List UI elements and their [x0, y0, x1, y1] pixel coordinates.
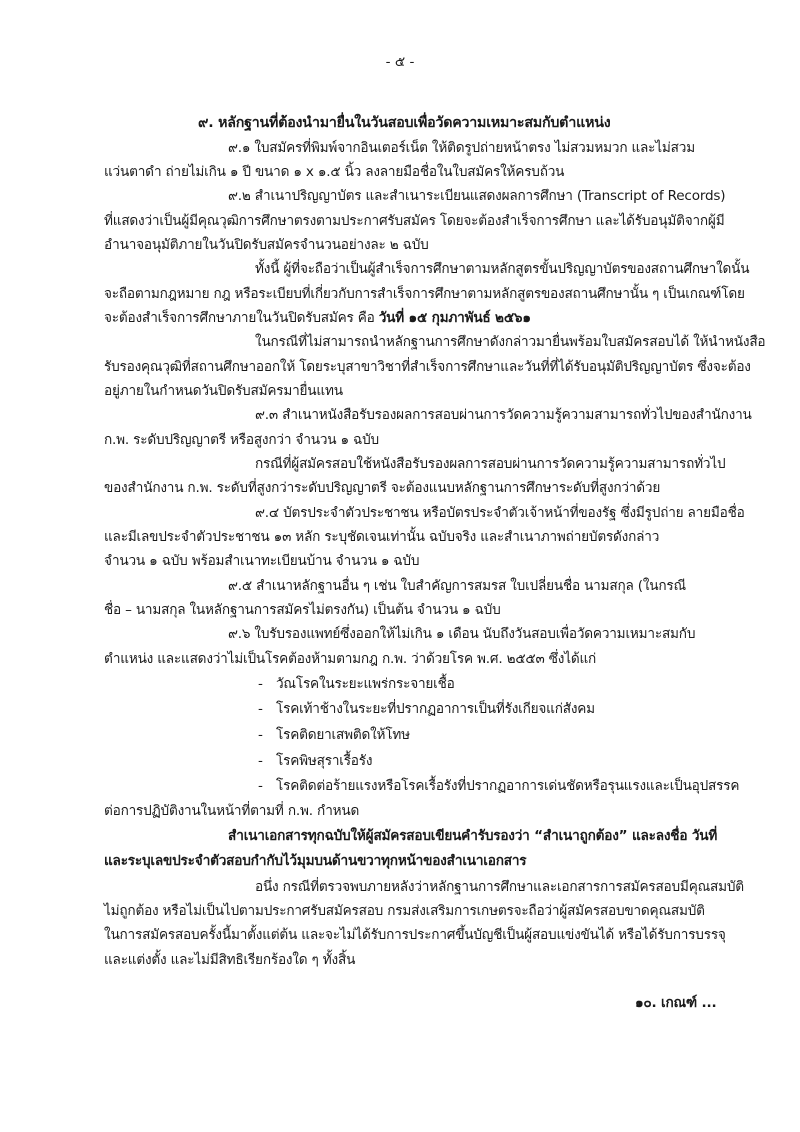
- item-9-1-line-1: ๙.๑ ใบสมัครที่พิมพ์จากอินเตอร์เน็ต ให้ติดรูปถ่ายหน้าตรง ไม่สวมหมวก และไม่สวม: [228, 140, 695, 156]
- closing-line-4: และแต่งตั้ง และไม่มีสิทธิเรียกร้องใด ๆ ทั้งสิ้น: [104, 952, 356, 968]
- item-9-4-line-3: จำนวน ๑ ฉบับ พร้อมสำเนาทะเบียนบ้าน จำนวน ๑ ฉบับ: [104, 553, 420, 569]
- disease-list-continuation: ต่อการปฏิบัติงานในหน้าที่ตามที่ ก.พ. กำหนด: [104, 803, 360, 819]
- section-heading: ๙. หลักฐานที่ต้องนำมายื่นในวันสอบเพื่อวัดความเหมาะสมกับตำแหน่ง: [198, 115, 611, 131]
- bullet-dash: -: [258, 701, 263, 717]
- certify-note-line-2: และระบุเลขประจำตัวสอบกำกับไว้มุมบนด้านขวาทุกหน้าของสำเนาเอกสาร: [104, 853, 527, 869]
- closing-date-prefix: จะต้องสำเร็จการศึกษาภายในวันปิดรับสมัคร คือ: [104, 310, 379, 326]
- item-9-6-line-1: ๙.๖ ใบรับรองแพทย์ซึ่งออกให้ไม่เกิน ๑ เดือน นับถึงวันสอบเพื่อวัดความเหมาะสมกับ: [228, 626, 696, 642]
- bullet-dash: -: [258, 778, 263, 794]
- disease-list-item: - โรคเท้าช้างในระยะที่ปรากฏอาการเป็นที่รังเกียจแก่สังคม: [258, 701, 595, 717]
- disease-list-item: - โรคพิษสุราเรื้อรัง: [258, 753, 373, 769]
- bullet-dash: -: [258, 753, 263, 769]
- item-9-2-para2-line-3: [104, 308, 531, 328]
- item-9-2-line-2: ที่แสดงว่าเป็นผู้มีคุณวุฒิการศึกษาตรงตามประกาศรับสมัคร โดยจะต้องสำเร็จการศึกษา และได้รับอนุมัติจากผู้มี: [104, 213, 725, 229]
- item-9-2-para3-line-2: รับรองคุณวุฒิที่สถานศึกษาออกให้ โดยระบุสาขาวิชาที่สำเร็จการศึกษาและวันที่ที่ได้รับอนุมัติปริญญาบัตร ซึ่งจะต้อง: [104, 359, 751, 375]
- closing-line-2: ไม่ถูกต้อง หรือไม่เป็นไปตามประกาศรับสมัครสอบ กรมส่งเสริมการเกษตรจะถือว่าผู้สมัครสอบขาดคุณสมบัติ: [104, 903, 705, 919]
- item-9-5-line-1: ๙.๕ สำเนาหลักฐานอื่น ๆ เช่น ใบสำคัญการสมรส ใบเปลี่ยนชื่อ นามสกุล (ในกรณี: [228, 578, 686, 594]
- item-9-3-para2-line-1: กรณีที่ผู้สมัครสอบใช้หนังสือรับรองผลการสอบผ่านการวัดความรู้ความสามารถทั่วไป: [255, 456, 726, 472]
- item-9-2-para2-line-2: จะถือตามกฎหมาย กฎ หรือระเบียบที่เกี่ยวกับการสำเร็จการศึกษาตามหลักสูตรของสถานศึกษานั้น ๆ เป็นเกณฑ์โดย: [104, 286, 745, 302]
- item-9-2-para2-line-1: ทั้งนี้ ผู้ที่จะถือว่าเป็นผู้สำเร็จการศึกษาตามหลักสูตรขั้นปริญญาบัตรของสถานศึกษาใดนั้น: [255, 261, 750, 277]
- item-9-3-line-1: ๙.๓ สำเนาหนังสือรับรองผลการสอบผ่านการวัดความรู้ความสามารถทั่วไปของสำนักงาน: [255, 407, 752, 423]
- item-9-1-line-2: แว่นตาดำ ถ่ายไม่เกิน ๑ ปี ขนาด ๑ x ๑.๕ นิ้ว ลงลายมือชื่อในใบสมัครให้ครบถ้วน: [104, 164, 565, 180]
- item-9-2-line-1: ๙.๒ สำเนาปริญญาบัตร และสำเนาระเบียนแสดงผลการศึกษา (Transcript of Records): [228, 188, 726, 204]
- certify-note-line-1: สำเนาเอกสารทุกฉบับให้ผู้สมัครสอบเขียนคำรับรองว่า “สำเนาถูกต้อง” และลงชื่อ วันที่: [228, 828, 718, 844]
- item-9-3-line-2: ก.พ. ระดับปริญญาตรี หรือสูงกว่า จำนวน ๑ ฉบับ: [104, 432, 379, 448]
- item-9-6-line-2: ตำแหน่ง และแสดงว่าไม่เป็นโรคต้องห้ามตามกฎ ก.พ. ว่าด้วยโรค พ.ศ. ๒๕๕๓ ซึ่งได้แก่: [104, 651, 597, 667]
- item-9-2-para3-line-1: ในกรณีที่ไม่สามารถนำหลักฐานการศึกษาดังกล่าวมายื่นพร้อมใบสมัครสอบได้ ให้นำหนังสือ: [255, 334, 766, 350]
- closing-line-3: ในการสมัครสอบครั้งนี้มาตั้งแต่ต้น และจะไม่ได้รับการประกาศขึ้นบัญชีเป็นผู้สอบแข่งขันได้ หรือได้รับการบรรจุ: [104, 927, 726, 943]
- disease-list-item: - วัณโรคในระยะแพร่กระจายเชื้อ: [258, 676, 455, 692]
- item-9-2-line-3: อำนาจอนุมัติภายในวันปิดรับสมัครจำนวนอย่างละ ๒ ฉบับ: [104, 237, 429, 253]
- disease-list-item: - โรคติดต่อร้ายแรงหรือโรคเรื้อรังที่ปรากฏอาการเด่นชัดหรือรุนแรงและเป็นอุปสรรค: [258, 778, 740, 794]
- continuation-marker: ๑๐. เกณฑ์ ...: [635, 995, 717, 1011]
- item-9-2-para3-line-3: อยู่ภายในกำหนดวันปิดรับสมัครมายื่นแทน: [104, 383, 343, 399]
- item-9-4-line-1: ๙.๔ บัตรประจำตัวประชาชน หรือบัตรประจำตัวเจ้าหน้าที่ของรัฐ ซึ่งมีรูปถ่าย ลายมือชื่อ: [255, 505, 745, 521]
- bullet-dash: -: [258, 727, 263, 743]
- disease-list-item: - โรคติดยาเสพติดให้โทษ: [258, 727, 410, 743]
- page-number: - ๕ -: [385, 54, 415, 70]
- closing-line-1: อนึ่ง กรณีที่ตรวจพบภายหลังว่าหลักฐานการศึกษาและเอกสารการสมัครสอบมีคุณสมบัติ: [255, 879, 744, 895]
- closing-date: วันที่ ๑๕ กุมภาพันธ์ ๒๕๖๑: [378, 310, 531, 326]
- item-9-5-line-2: ชื่อ – นามสกุล ในหลักฐานการสมัครไม่ตรงกัน) เป็นต้น จำนวน ๑ ฉบับ: [104, 602, 501, 618]
- item-9-4-line-2: และมีเลขประจำตัวประชาชน ๑๓ หลัก ระบุชัดเจนเท่านั้น ฉบับจริง และสำเนาภาพถ่ายบัตรดังกล่าว: [104, 529, 660, 545]
- item-9-3-para2-line-2: ของสำนักงาน ก.พ. ระดับที่สูงกว่าระดับปริญญาตรี จะต้องแนบหลักฐานการศึกษาระดับที่สูงกว่าด้วย: [104, 480, 661, 496]
- bullet-dash: -: [258, 676, 263, 692]
